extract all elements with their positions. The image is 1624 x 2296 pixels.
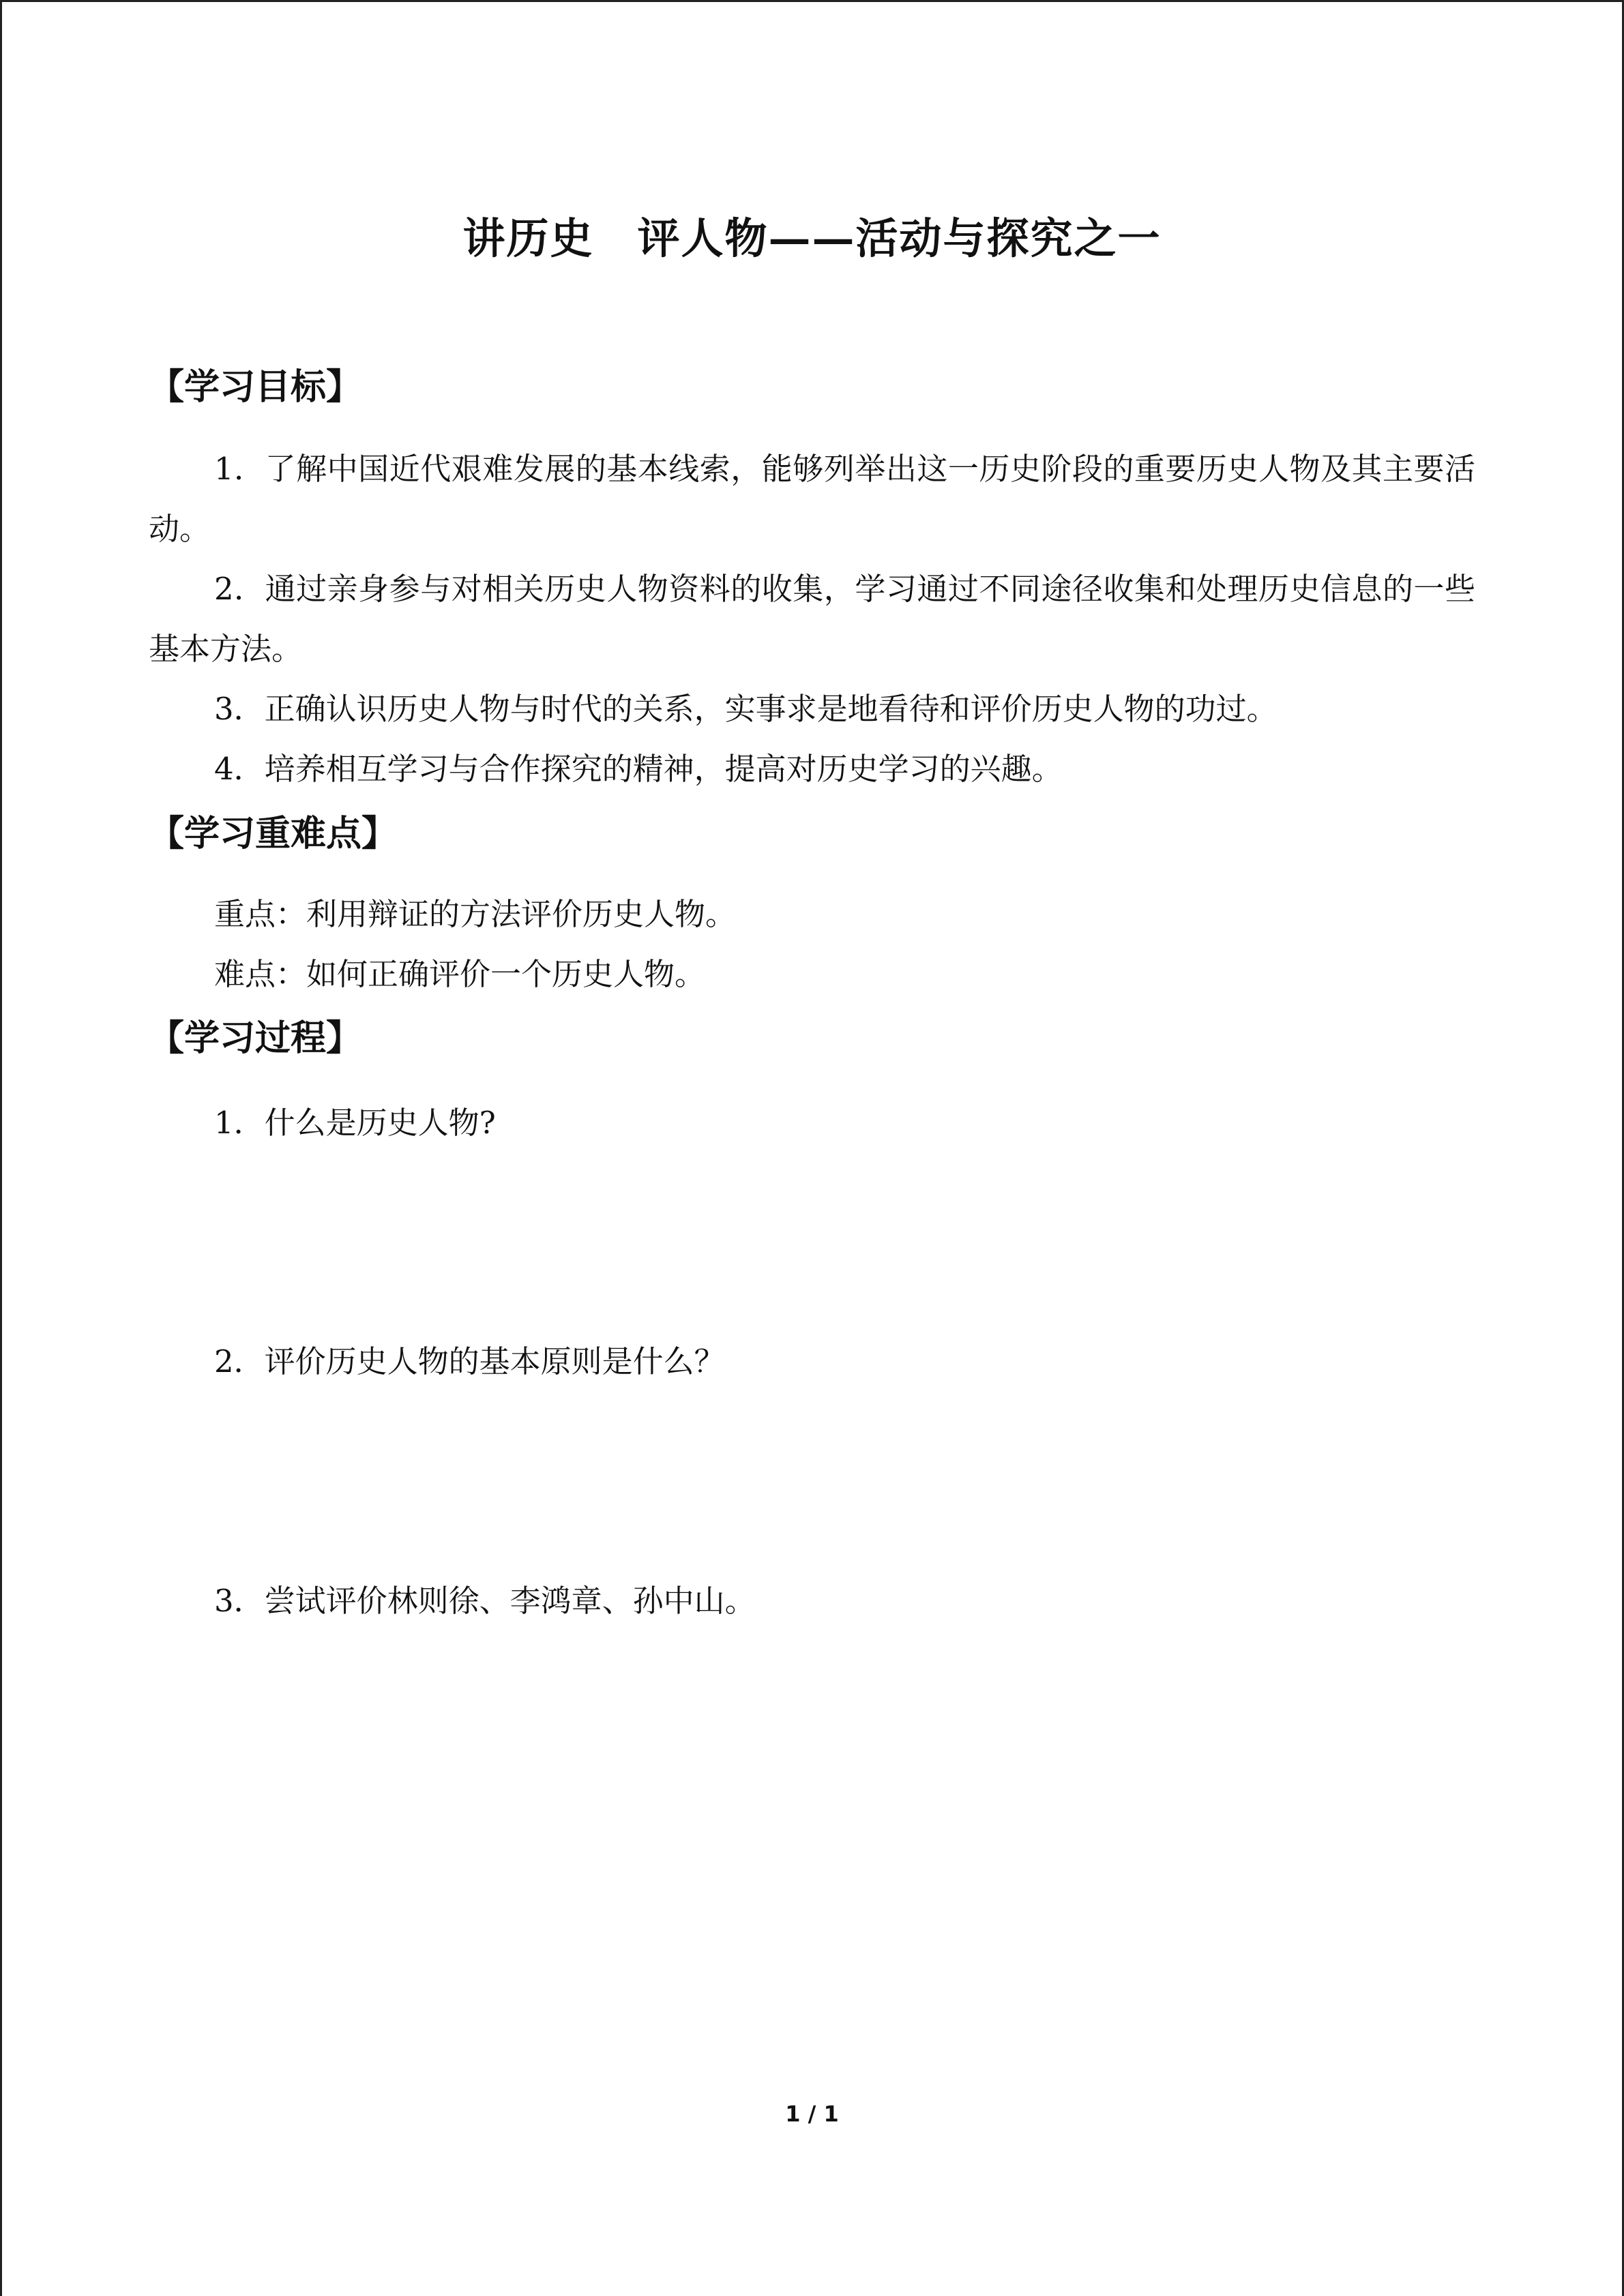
process-question-1: 1．什么是历史人物? [214, 1105, 496, 1141]
document-title: 讲历史 评人物——活动与探究之一 [462, 213, 1162, 263]
objective-item-1: 1．了解中国近代艰难发展的基本线索，能够列举出这一历史阶段的重要历史人物及其主要活动。 [149, 451, 1475, 547]
process-question-3: 3．尝试评价林则徐、李鸿章、孙中山。 [214, 1583, 756, 1619]
difficult-point-item: 难点：如何正确评价一个历史人物。 [214, 956, 706, 992]
key-point-item: 重点：利用辩证的方法评价历史人物。 [214, 896, 737, 932]
objective-item-3: 3．正确认识历史人物与时代的关系，实事求是地看待和评价历史人物的功过。 [214, 691, 1278, 727]
objectives-heading: 【学习目标】 [149, 367, 362, 408]
page-number: 1 / 1 [785, 2101, 839, 2127]
objective-item-2: 2．通过亲身参与对相关历史人物资料的收集，学习通过不同途径收集和处理历史信息的一些基本方法。 [149, 571, 1475, 667]
key-points-heading: 【学习重难点】 [149, 814, 398, 854]
process-question-2: 2．评价历史人物的基本原则是什么？ [214, 1343, 725, 1380]
objective-item-4: 4．培养相互学习与合作探究的精神，提高对历史学习的兴趣。 [214, 751, 1063, 787]
process-heading: 【学习过程】 [149, 1018, 362, 1059]
